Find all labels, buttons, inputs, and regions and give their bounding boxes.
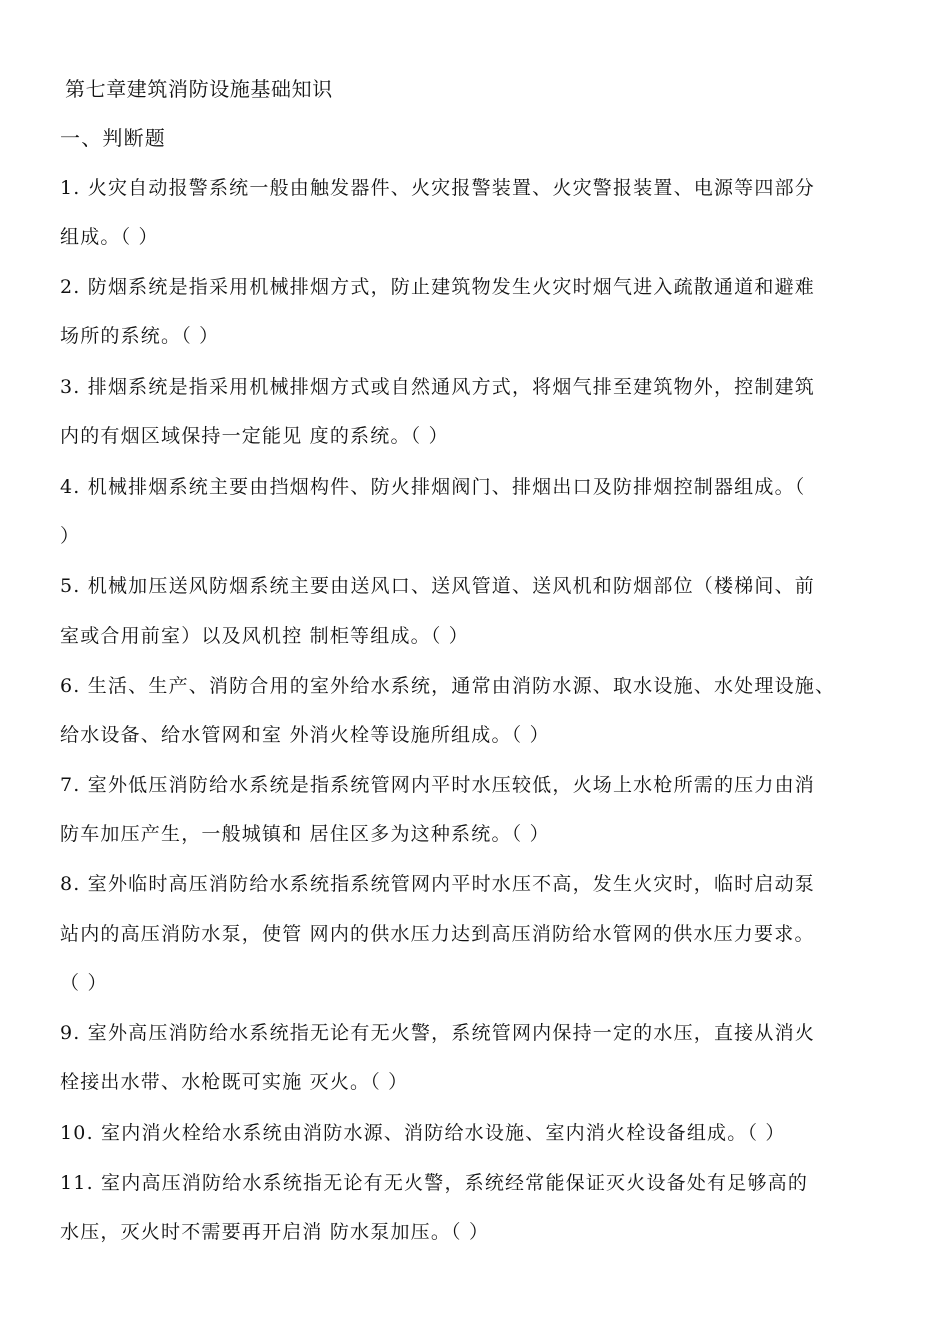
text-line: 室或合用前室）以及风机控 制柜等组成。（ ） [60, 625, 469, 647]
text-line: 5. 机械加压送风防烟系统主要由送风口、送风管道、送风机和防烟部位（楼梯间、前 [60, 575, 815, 597]
text-line: 9. 室外高压消防给水系统指无论有无火警，系统管网内保持一定的水压，直接从消火 [60, 1022, 815, 1044]
page-title: 第七章建筑消防设施基础知识 [65, 77, 333, 101]
text-line: 内的有烟区域保持一定能见 度的系统。（ ） [60, 425, 449, 447]
text-line: 站内的高压消防水泵，使管 网内的供水压力达到高压消防给水管网的供水压力要求。 [60, 923, 815, 945]
text-line: 组成。（ ） [60, 226, 159, 248]
text-line: 1. 火灾自动报警系统一般由触发器件、火灾报警装置、火灾警报装置、电源等四部分 [60, 177, 815, 199]
text-line: 4. 机械排烟系统主要由挡烟构件、防火排烟阀门、排烟出口及防排烟控制器组成。（ [60, 476, 806, 498]
text-line: 8. 室外临时高压消防给水系统指系统管网内平时水压不高，发生火灾时，临时启动泵 [60, 873, 815, 895]
text-line: 10. 室内消火栓给水系统由消防水源、消防给水设施、室内消火栓设备组成。（ ） [60, 1122, 786, 1144]
text-line: 场所的系统。（ ） [60, 325, 220, 347]
section-heading: 一、判断题 [60, 126, 166, 150]
text-line: 3. 排烟系统是指采用机械排烟方式或自然通风方式，将烟气排至建筑物外，控制建筑 [60, 376, 815, 398]
text-line: 11. 室内高压消防给水系统指无论有无火警，系统经常能保证灭火设备处有足够高的 [60, 1172, 809, 1194]
text-line: 6. 生活、生产、消防合用的室外给水系统，通常由消防水源、取水设施、水处理设施、 [60, 675, 836, 697]
text-line: 防车加压产生，一般城镇和 居住区多为这种系统。（ ） [60, 823, 550, 845]
text-line: 给水设备、给水管网和室 外消火栓等设施所组成。（ ） [60, 724, 550, 746]
text-line: （ ） [60, 972, 108, 994]
text-line: ） [60, 525, 81, 547]
text-line: 水压，灭火时不需要再开启消 防水泵加压。（ ） [60, 1221, 490, 1243]
text-line: 栓接出水带、水枪既可实施 灭火。（ ） [60, 1071, 409, 1093]
text-line: 2. 防烟系统是指采用机械排烟方式，防止建筑物发生火灾时烟气进入疏散通道和避难 [60, 276, 815, 298]
text-line: 7. 室外低压消防给水系统是指系统管网内平时水压较低，火场上水枪所需的压力由消 [60, 774, 815, 796]
